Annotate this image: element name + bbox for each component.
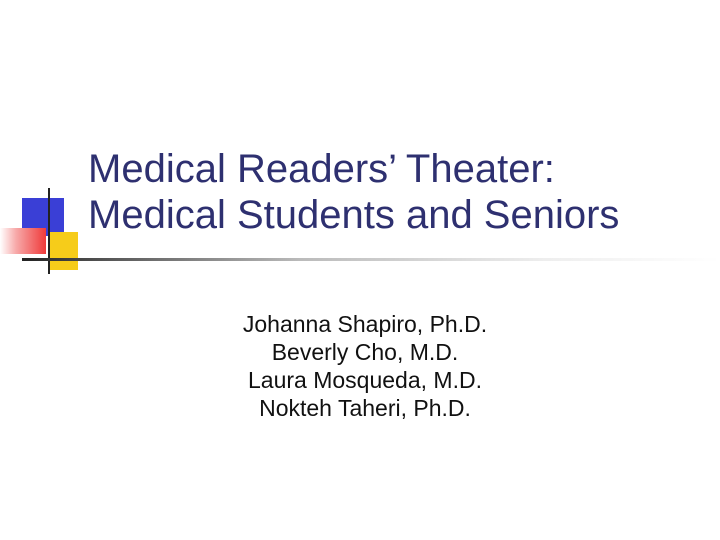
slide-title [88, 146, 708, 238]
decorative-red-gradient-bar [0, 228, 46, 254]
author-line: Beverly Cho, M.D. [271, 339, 459, 365]
decorative-vertical-line [48, 188, 50, 274]
title-underline-rule [22, 258, 720, 261]
author-line: Nokteh Taheri, Ph.D. [259, 395, 471, 421]
author-list [150, 310, 580, 422]
title-line-2: Medical Students and Seniors [88, 193, 620, 237]
author-line: Johanna Shapiro, Ph.D. [242, 311, 488, 337]
title-line-1: Medical Readers’ Theater: [88, 147, 555, 191]
decorative-yellow-square [50, 232, 78, 270]
author-line: Laura Mosqueda, M.D. [248, 367, 482, 393]
